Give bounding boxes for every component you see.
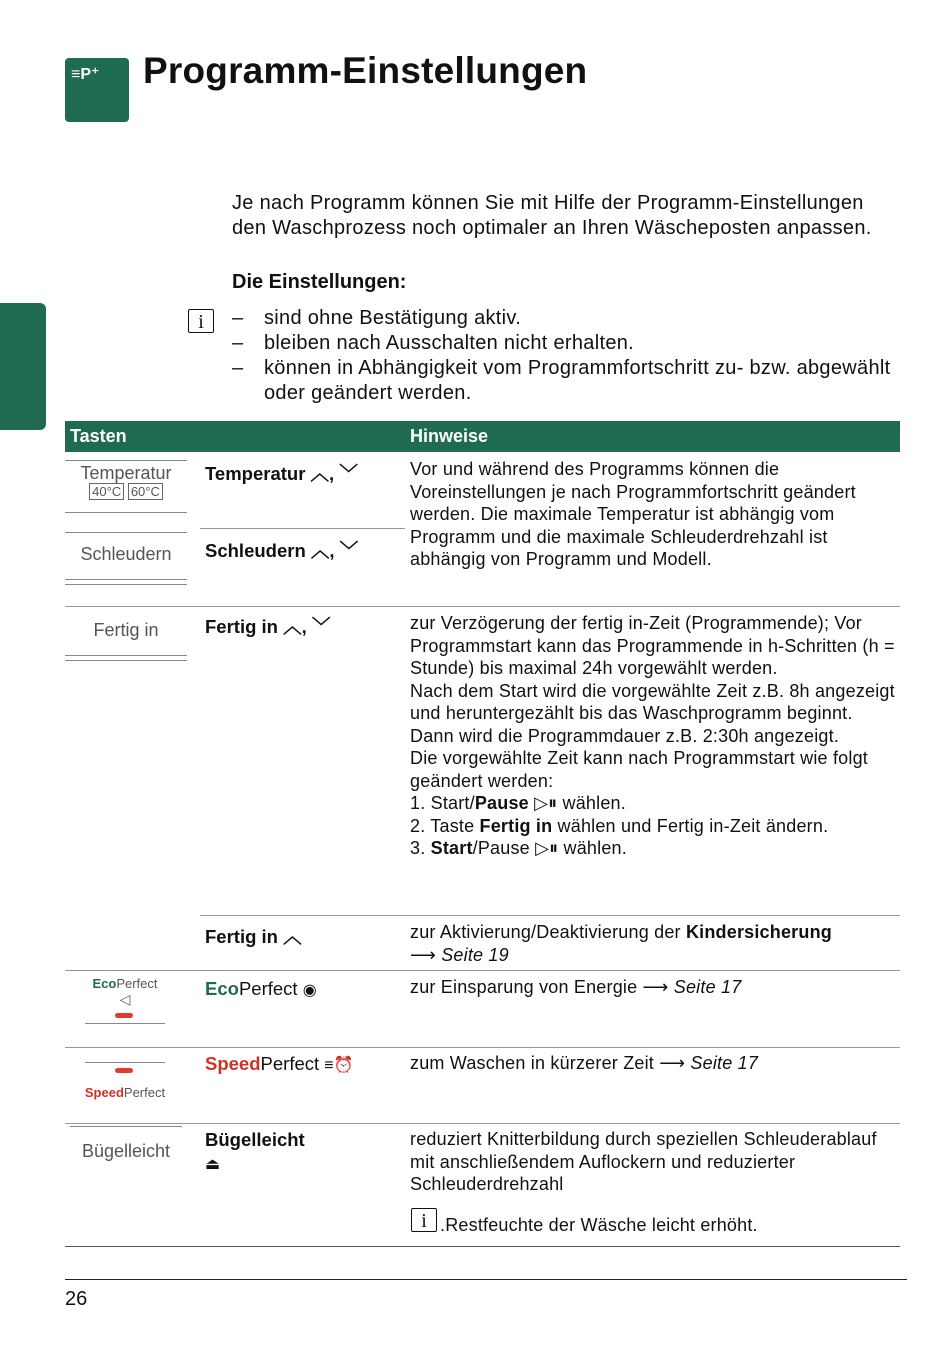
step-2: 2. Taste Fertig in wählen und Fertig in-Zeit ändern.	[410, 815, 829, 836]
child-lock-key: Fertig in ︿	[205, 926, 302, 947]
list-item: – bleiben nach Ausschalten nicht erhalten.	[232, 331, 892, 356]
info-icon: i	[411, 1208, 437, 1232]
step-3: 3. Start/Pause ▷⏸ wählen.	[410, 838, 627, 858]
ecoperfect-button-image: EcoPerfect ◁	[75, 976, 175, 1008]
leaf-icon: ◁	[119, 991, 131, 1007]
step-1: 1. Start/Pause ▷⏸ wählen.	[410, 793, 626, 813]
list-item: – sind ohne Bestätigung aktiv.	[232, 306, 892, 331]
speedperfect-button-image: SpeedPerfect	[84, 1085, 166, 1100]
side-chapter-tab	[0, 303, 46, 430]
eco-icon: ◉	[302, 982, 317, 999]
indicator-light	[115, 1068, 133, 1073]
finish-in-key: Fertig in ︿, ﹀	[205, 616, 331, 637]
button-label: Fertig in	[93, 620, 159, 640]
speedperfect-note: zum Waschen in kürzerer Zeit ⟶ Seite 17	[410, 1053, 759, 1073]
temperature-button-image	[65, 463, 187, 499]
child-lock-note: zur Aktivierung/Deaktivierung der Kindersicherung ⟶ Seite 19	[410, 922, 832, 965]
temperature-steps	[65, 484, 187, 499]
program-settings-icon: ≡P⁺	[71, 66, 100, 83]
settings-bullet-list	[232, 306, 892, 406]
button-label: Bügelleicht	[81, 1141, 171, 1161]
table-header	[65, 421, 900, 452]
spin-button-image	[65, 544, 187, 565]
page-link[interactable]: ⟶ Seite 19	[410, 944, 509, 965]
easy-iron-button-image	[65, 1141, 187, 1162]
note-paragraph: zur Verzögerung der fertig in-Zeit (Programmende); Vor Programmstart kann das Programmende in h-Schritten (h = Stunde) bis maximal 24h vorgewählt werden.	[410, 613, 895, 678]
temperature-key: Temperatur ︿, ﹀	[205, 463, 358, 484]
easy-iron-key: Bügelleicht	[205, 1129, 305, 1150]
finish-in-note	[410, 612, 896, 860]
page-number: 26	[65, 1288, 88, 1310]
clock-icon: ≡⏰	[324, 1057, 354, 1074]
page-title: Programm-Einstellungen	[143, 50, 588, 91]
easy-iron-info: .Restfeuchte der Wäsche leicht erhöht.	[440, 1215, 758, 1235]
page-link[interactable]: ⟶ Seite 17	[642, 977, 742, 997]
button-label: Temperatur	[80, 463, 172, 483]
finish-in-button-image	[65, 620, 187, 641]
column-header-keys: Tasten	[70, 426, 127, 446]
note-paragraph: Die vorgewählte Zeit kann nach Programmstart wie folgt geändert werden:	[410, 748, 868, 791]
intro-subheading: Die Einstellungen:	[232, 271, 407, 293]
iron-icon: ⏏	[205, 1156, 221, 1173]
easy-iron-note: reduziert Knitterbildung durch speziellen Schleuderablauf mit anschließendem Auflockern und reduzierter Schleuderdrehzahl	[410, 1129, 877, 1194]
note-paragraph: Nach dem Start wird die vorgewählte Zeit z.B. 8h angezeigt und heruntergezählt bis das Waschprogramm beginnt. Dann wird die Programmdauer z.B. 2:30h angezeigt.	[410, 680, 895, 746]
ecoperfect-key: EcoPerfect ◉	[205, 978, 317, 999]
spin-key: Schleudern ︿, ﹀	[205, 540, 359, 561]
page-link[interactable]: ⟶ Seite 17	[659, 1053, 759, 1073]
speedperfect-key: SpeedPerfect ≡⏰	[205, 1053, 354, 1074]
info-icon: i	[188, 309, 214, 333]
temp-60-label: 60°C	[128, 483, 163, 500]
section-icon	[65, 58, 129, 122]
temperature-spin-note: Vor und während des Programms können die Voreinstellungen je nach Programmfortschritt geändert werden. Die maximale Temperatur ist abhängig vom Programm und die maximale Schleuderdrehzahl ist abhängig von Programm und Modell.	[410, 459, 856, 569]
list-item: – können in Abhängigkeit vom Programmfortschritt zu- bzw. abgewählt oder geändert werden.	[232, 356, 892, 406]
column-header-notes: Hinweise	[410, 426, 489, 446]
button-label: Schleudern	[80, 544, 172, 564]
indicator-light	[115, 1013, 133, 1018]
ecoperfect-note: zur Einsparung von Energie ⟶ Seite 17	[410, 977, 742, 997]
intro-text: Je nach Programm können Sie mit Hilfe der Programm-Einstellungen den Waschprozess noch optimaler an Ihren Wäscheposten anpassen.	[232, 192, 872, 239]
temp-40-label: 40°C	[89, 483, 124, 500]
